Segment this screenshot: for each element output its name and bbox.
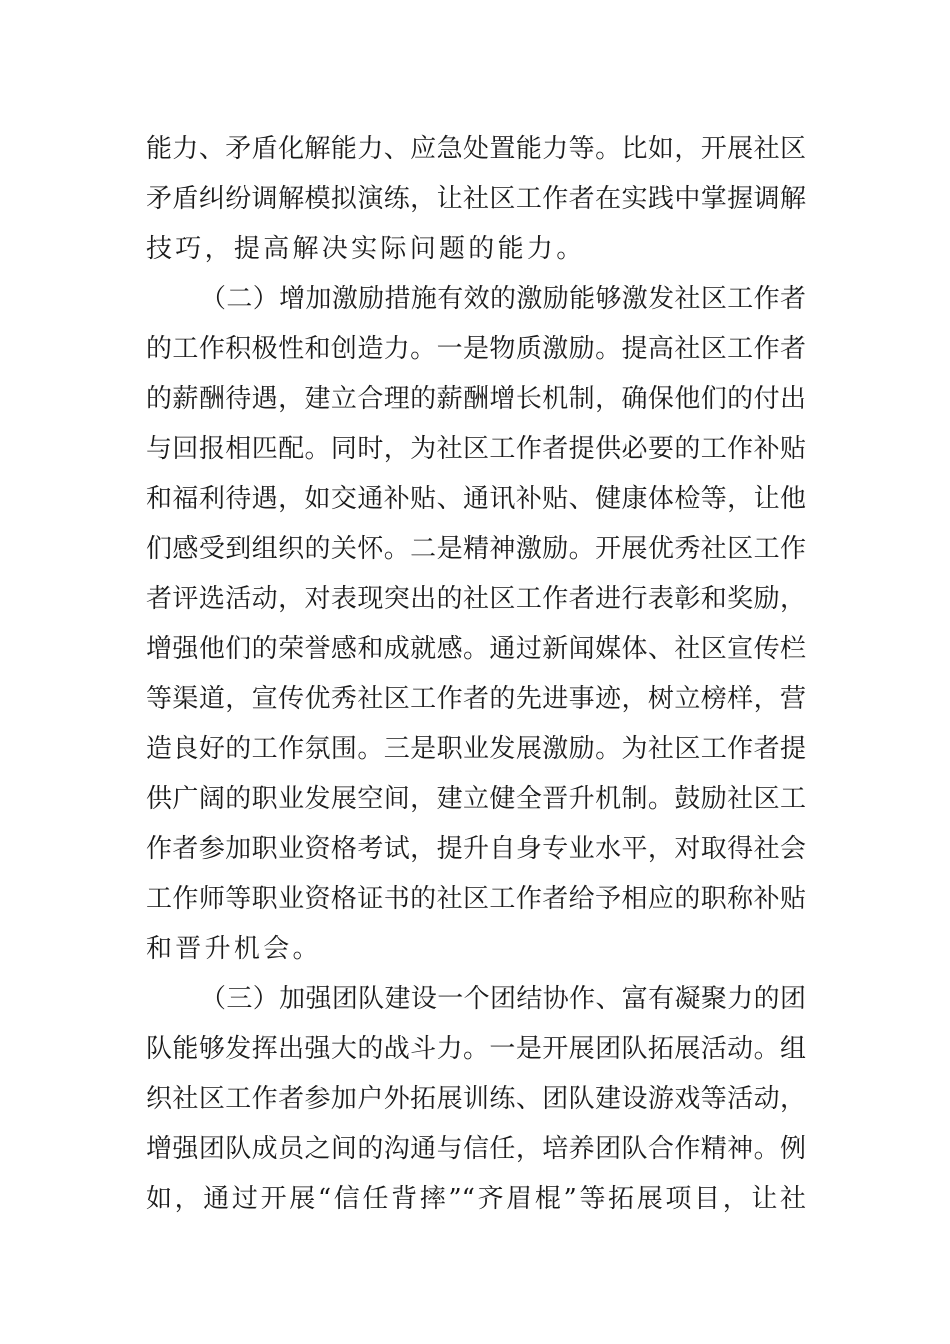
text-line: 如，通过开展“信任背摔”“齐眉棍”等拓展项目，让社 bbox=[146, 1184, 806, 1214]
text-line: 和晋升机会。 bbox=[146, 934, 322, 964]
text-line: 技巧，提高解决实际问题的能力。 bbox=[146, 234, 586, 264]
text-line: 造良好的工作氛围。三是职业发展激励。为社区工作者提 bbox=[146, 734, 806, 764]
text-line: 织社区工作者参加户外拓展训练、团队建设游戏等活动， bbox=[146, 1084, 806, 1114]
text-line: 能力、矛盾化解能力、应急处置能力等。比如，开展社区 bbox=[146, 134, 806, 164]
text-line: 增强团队成员之间的沟通与信任，培养团队合作精神。例 bbox=[146, 1134, 806, 1164]
text-line: 工作师等职业资格证书的社区工作者给予相应的职称补贴 bbox=[146, 884, 806, 914]
text-line: 的工作积极性和创造力。一是物质激励。提高社区工作者 bbox=[146, 334, 806, 364]
text-line: 等渠道，宣传优秀社区工作者的先进事迹，树立榜样，营 bbox=[146, 684, 806, 714]
text-line: 与回报相匹配。同时，为社区工作者提供必要的工作补贴 bbox=[146, 434, 806, 464]
text-line: 和福利待遇，如交通补贴、通讯补贴、健康体检等，让他 bbox=[146, 484, 806, 514]
text-line: 增强他们的荣誉感和成就感。通过新闻媒体、社区宣传栏 bbox=[146, 634, 806, 664]
paragraph-heading-line: （三）加强团队建设一个团结协作、富有凝聚力的团 bbox=[200, 984, 806, 1014]
text-line: 们感受到组织的关怀。二是精神激励。开展优秀社区工作 bbox=[146, 534, 806, 564]
text-line: 者评选活动，对表现突出的社区工作者进行表彰和奖励， bbox=[146, 584, 806, 614]
text-line: 作者参加职业资格考试，提升自身专业水平，对取得社会 bbox=[146, 834, 806, 864]
text-line: 的薪酬待遇，建立合理的薪酬增长机制，确保他们的付出 bbox=[146, 384, 806, 414]
text-line: 队能够发挥出强大的战斗力。一是开展团队拓展活动。组 bbox=[146, 1034, 806, 1064]
text-line: 供广阔的职业发展空间，建立健全晋升机制。鼓励社区工 bbox=[146, 784, 806, 814]
paragraph-heading-line: （二）增加激励措施有效的激励能够激发社区工作者 bbox=[200, 284, 806, 314]
text-line: 矛盾纠纷调解模拟演练，让社区工作者在实践中掌握调解 bbox=[146, 184, 806, 214]
